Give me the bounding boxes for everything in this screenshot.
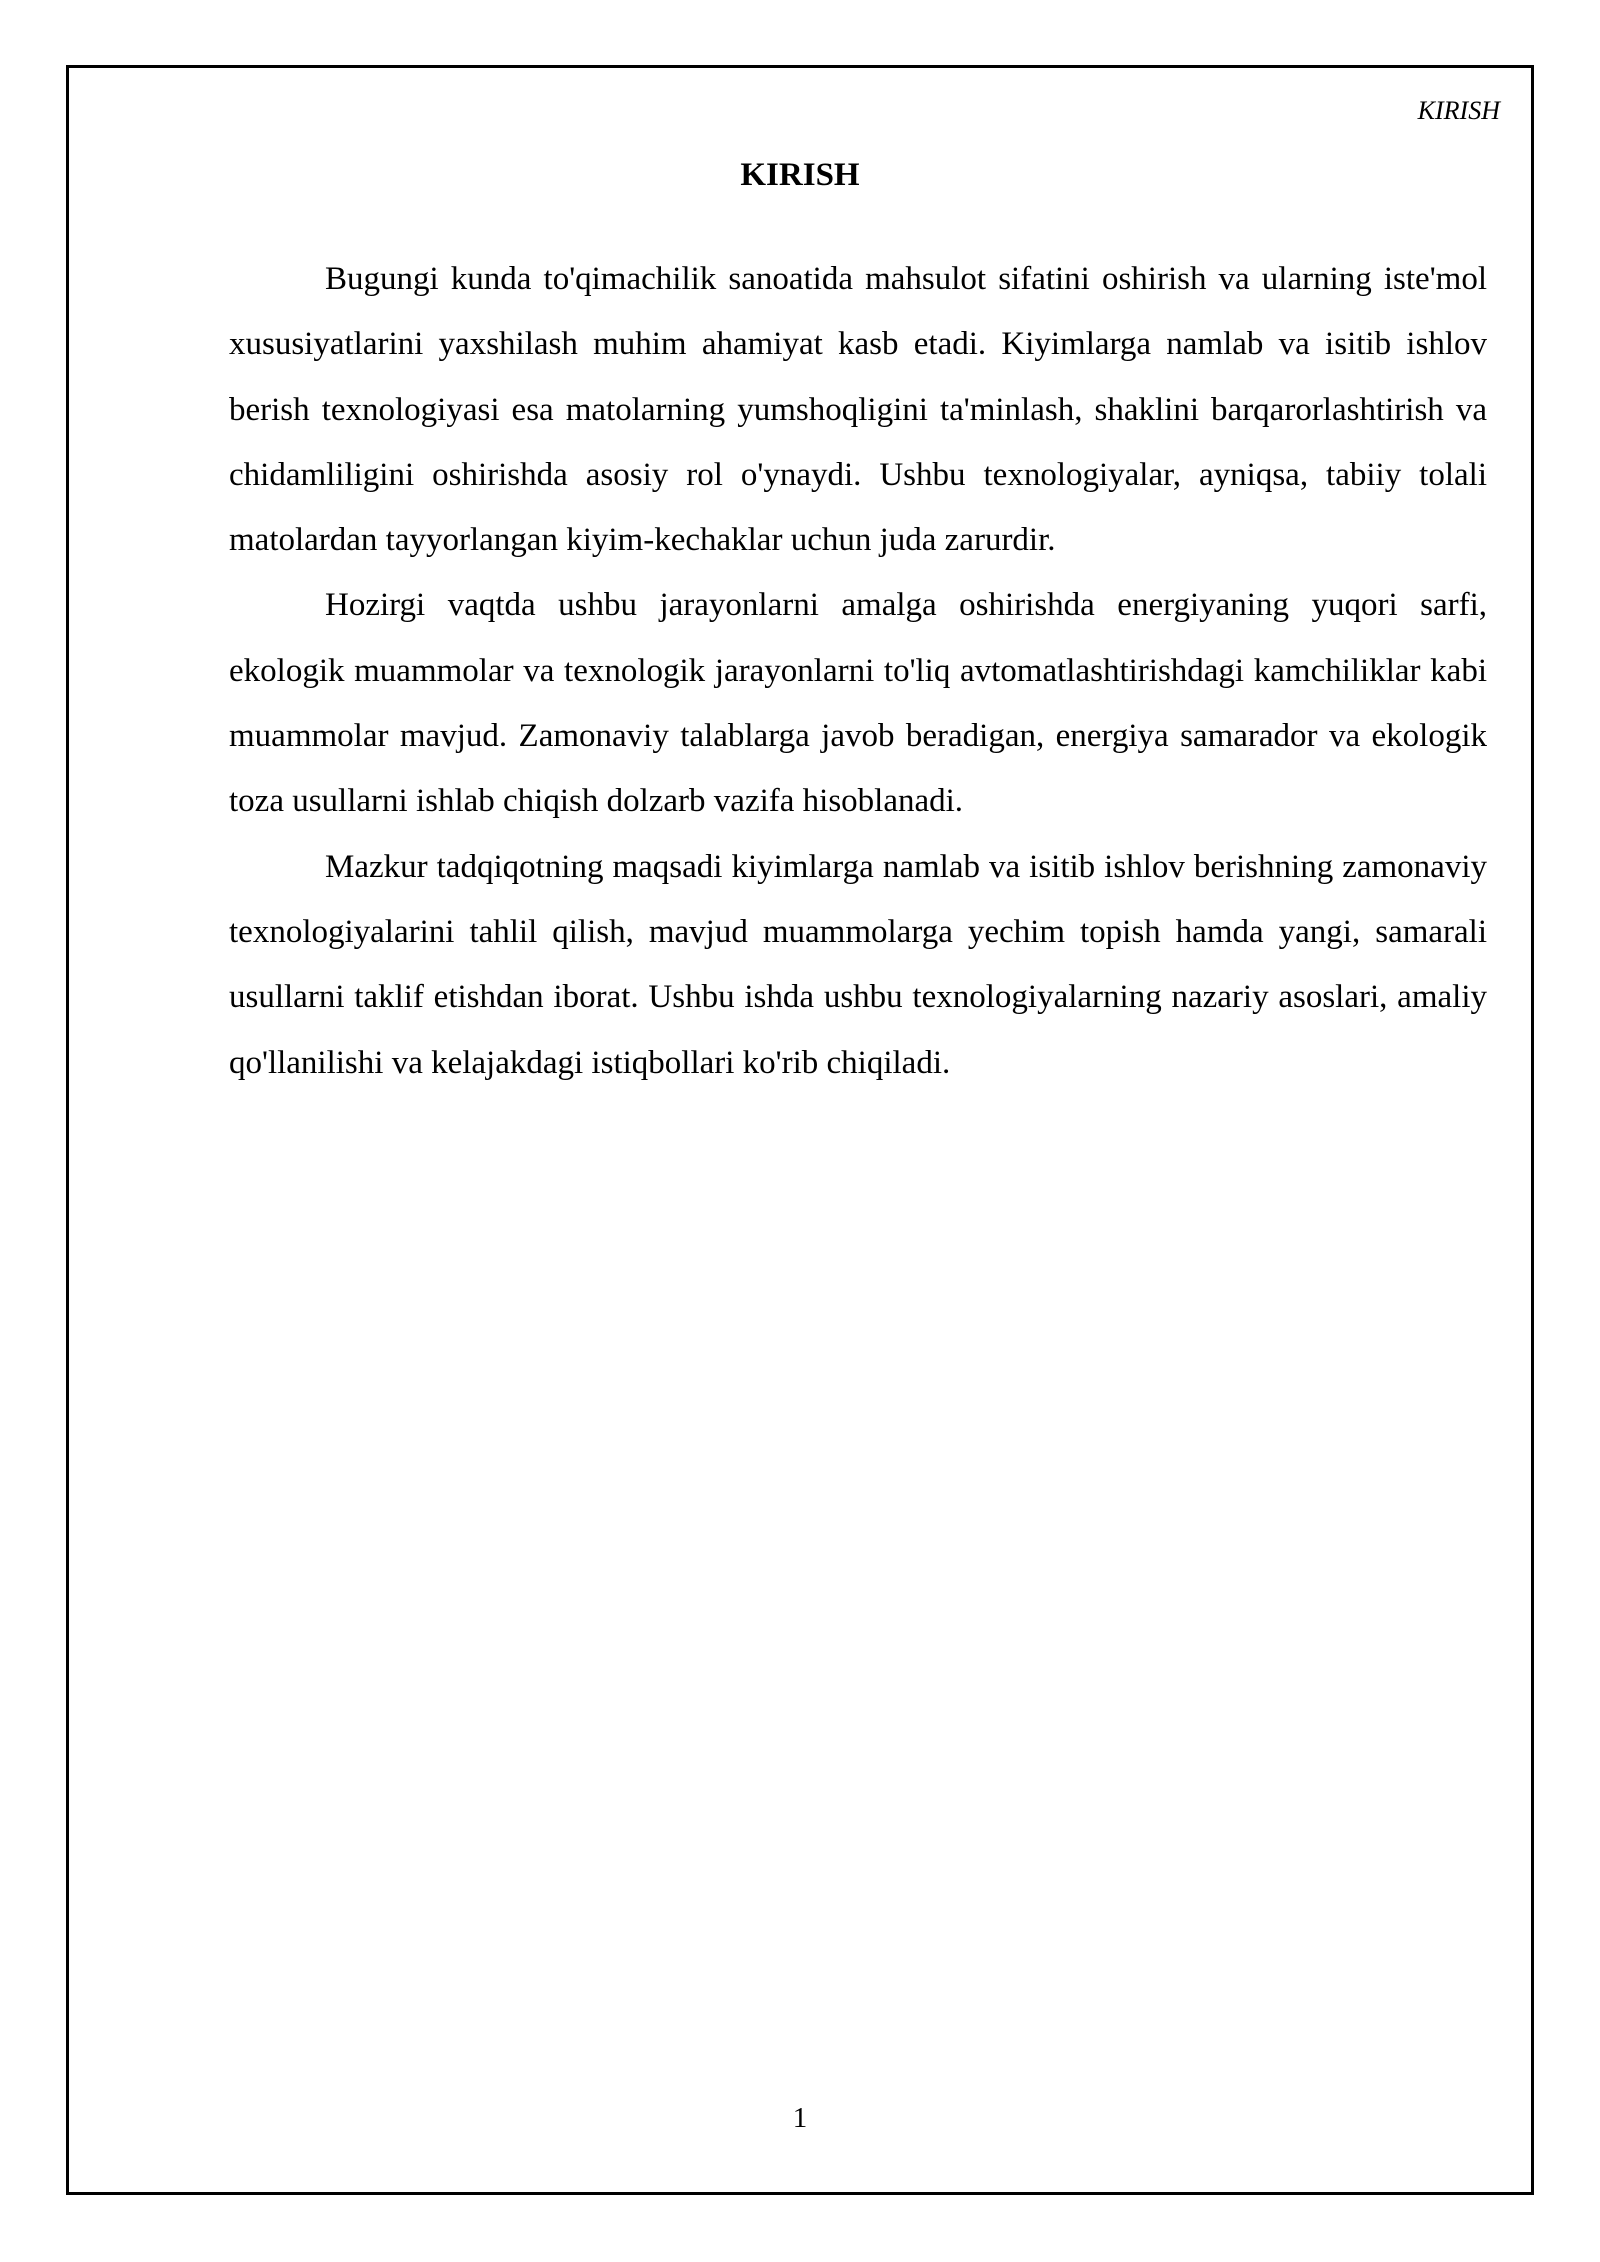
paragraph-2: Hozirgi vaqtda ushbu jarayonlarni amalga oshirishda energiyaning yuqori sarfi, ekologik muammolar va texnologik jarayonlarni to'liq avtomatlashtirishdagi kamchiliklar kabi muammolar mavjud. Zamonaviy talablarga javob beradigan, energiya samarador va ekologik toza usullarni ishlab chiqish dolzarb vazifa hisoblanadi. <box>229 587 1487 820</box>
page-title: KIRISH <box>740 157 860 193</box>
body-text <box>229 247 1487 1096</box>
running-header: KIRISH <box>1417 96 1500 125</box>
page-number: 1 <box>792 2102 808 2134</box>
paragraph-3: Mazkur tadqiqotning maqsadi kiyimlarga namlab va isitib ishlov berishning zamonaviy texnologiyalarini tahlil qilish, mavjud muammolarga yechim topish hamda yangi, samarali usullarni taklif etishdan iborat. Ushbu ishda ushbu texnologiyalarning nazariy asoslari, amaliy qo'llanilishi va kelajakdagi istiqbollari ko'rib chiqiladi. <box>229 848 1487 1081</box>
paragraph-1: Bugungi kunda to'qimachilik sanoatida mahsulot sifatini oshirish va ularning iste'mol xususiyatlarini yaxshilash muhim ahamiyat kasb etadi. Kiyimlarga namlab va isitib ishlov berish texnologiyasi esa matolarning yumshoqligini ta'minlash, shaklini barqarorlashtirish va chidamliligini oshirishda asosiy rol o'ynaydi. Ushbu texnologiyalar, ayniqsa, tabiiy tolali matolardan tayyorlangan kiyim-kechaklar uchun juda zarurdir. <box>229 261 1487 559</box>
